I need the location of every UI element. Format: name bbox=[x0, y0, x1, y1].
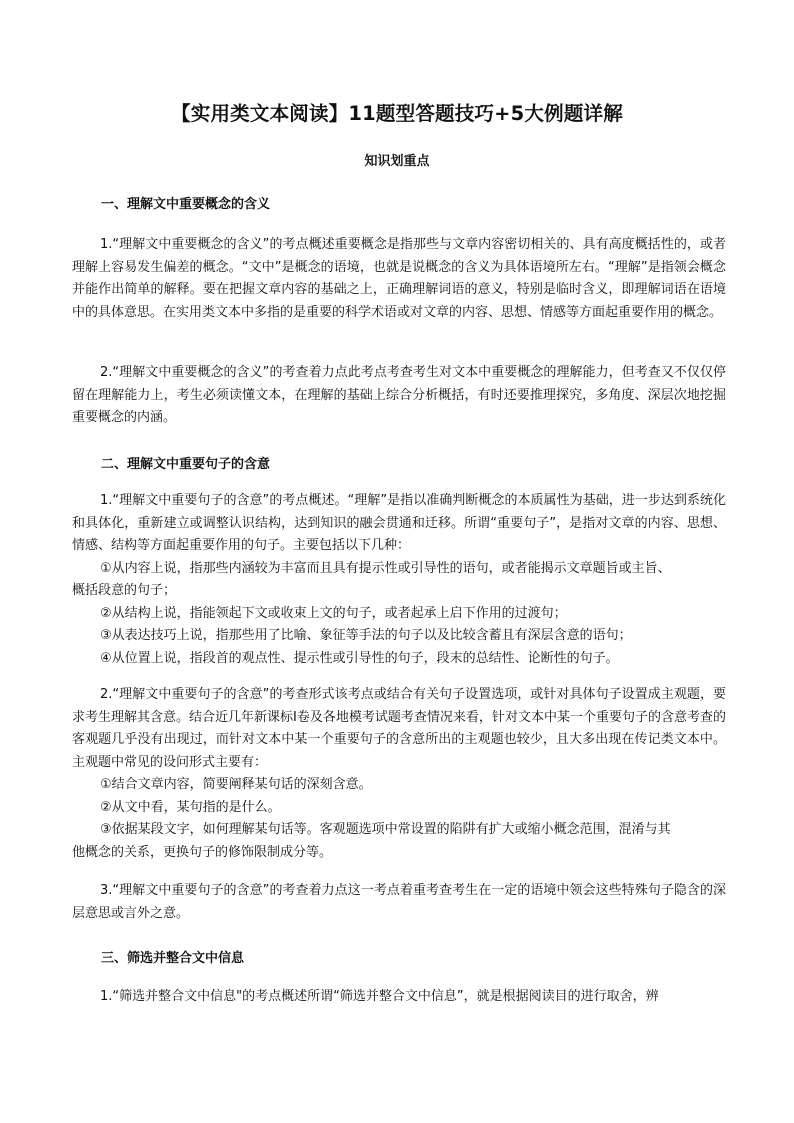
list-item: ④从位置上说，指段首的观点性、提示性或引导性的句子，段末的总结性、论断性的句子。 bbox=[100, 650, 619, 666]
list-item: ③依据某段文字，如何理解某句话等。客观题选项中常设置的陷阱有扩大或缩小概念范围，混淆与其 bbox=[100, 822, 671, 837]
paragraph-text: 3.“理解文中重要句子的含意”的考查着力点这一考点着重考查考生在一定的语境中领会这些特殊句子隐含的深层意思或言外之意。 bbox=[72, 883, 726, 921]
paragraph-s2-p3 bbox=[72, 880, 726, 925]
list-item: ①从内容上说，指那些内涵较为丰富而且具有提示性或引导性的语句，或者能揭示文章题旨或主旨、 bbox=[100, 560, 671, 576]
paragraph-text: 2.“理解文中重要句子的含意”的考查形式该考点或结合有关句子设置选项，或针对具体句子设置成主观题，要求考生理解其含意。结合近几年新课标Ⅰ卷及各地模考试题考查情况来看，针对文本中某一个重要句子的含意考查的客观题几乎没有出现过，而针对文本中某一个重要句子的含意所出的主观题也较少，且大多出现在传记类文本中。主观题中常见的设问形式主要有： bbox=[72, 687, 726, 770]
section-heading-3: 三、筛选并整合文中信息 bbox=[101, 951, 245, 966]
section-heading-1: 一、理解文中重要概念的含义 bbox=[101, 197, 271, 212]
paragraph-s2-p1 bbox=[72, 490, 726, 670]
list-item: ③从表达技巧上说，指那些用了比喻、象征等手法的句子以及比较含蓄且有深层含意的语句； bbox=[100, 628, 632, 643]
list-item: ②从文中看，某句指的是什么。 bbox=[100, 799, 281, 815]
list-item-continuation: 他概念的关系，更换句子的修饰限制成分等。 bbox=[72, 844, 333, 860]
paragraph-s3-p1 bbox=[72, 986, 726, 1010]
document-title: 【实用类文本阅读】11题型答题技巧+5大例题详解 bbox=[171, 102, 623, 125]
paragraph-text: 2.“理解文中重要概念的含义”的考查着力点此考点考查考生对文本中重要概念的理解能力，但考查又不仅仅停留在理解能力上，考生必须读懂文本，在理解的基础上综合分析概括，有时还要推理探究，多角度、深层次地挖掘重要概念的内涵。 bbox=[72, 365, 726, 425]
list-item: ①结合文章内容，简要阐释某句话的深刻含意。 bbox=[100, 777, 372, 792]
paragraph-text: 1.“理解文中重要概念的含义”的考点概述重要概念是指那些与文章内容密切相关的、具有高度概括性的，或者理解上容易发生偏差的概念。“文中”是概念的语境，也就是说概念的含义为具体语境所左右。“理解”是指领会概念并能作出简单的解释。要在把握文章内容的基础之上，正确理解词语的意义，特别是临时含义，即理解词语在语境中的具体意思。在实用类文本中多指的是重要的科学术语或对文章的内容、思想、情感等方面起重要作用的概念。 bbox=[72, 237, 726, 320]
paragraph-s1-p1 bbox=[72, 234, 726, 324]
document-subtitle: 知识划重点 bbox=[364, 154, 430, 169]
paragraph-s2-p2 bbox=[72, 684, 726, 864]
list-item: ②从结构上说，指能领起下文或收束上文的句子，或者起承上启下作用的过渡句； bbox=[100, 605, 567, 621]
section-heading-2: 二、理解文中重要句子的含意 bbox=[101, 457, 271, 472]
list-item-continuation: 概括段意的句子； bbox=[72, 583, 177, 598]
paragraph-s1-p2 bbox=[72, 362, 726, 430]
paragraph-text: 1.“理解文中重要句子的含意”的考点概述。“理解”是指以准确判断概念的本质属性为基础，进一步达到系统化和具体化，重新建立或调整认识结构，达到知识的融会贯通和迁移。所谓“重要句子”，是指对文章的内容、思想、情感、结构等方面起重要作用的句子。主要包括以下几种： bbox=[72, 493, 726, 553]
paragraph-text: 1.“筛选并整合文中信息"的考点概述所谓“筛选并整合文中信息”，就是根据阅读目的进行取舍，辨 bbox=[100, 989, 659, 1004]
